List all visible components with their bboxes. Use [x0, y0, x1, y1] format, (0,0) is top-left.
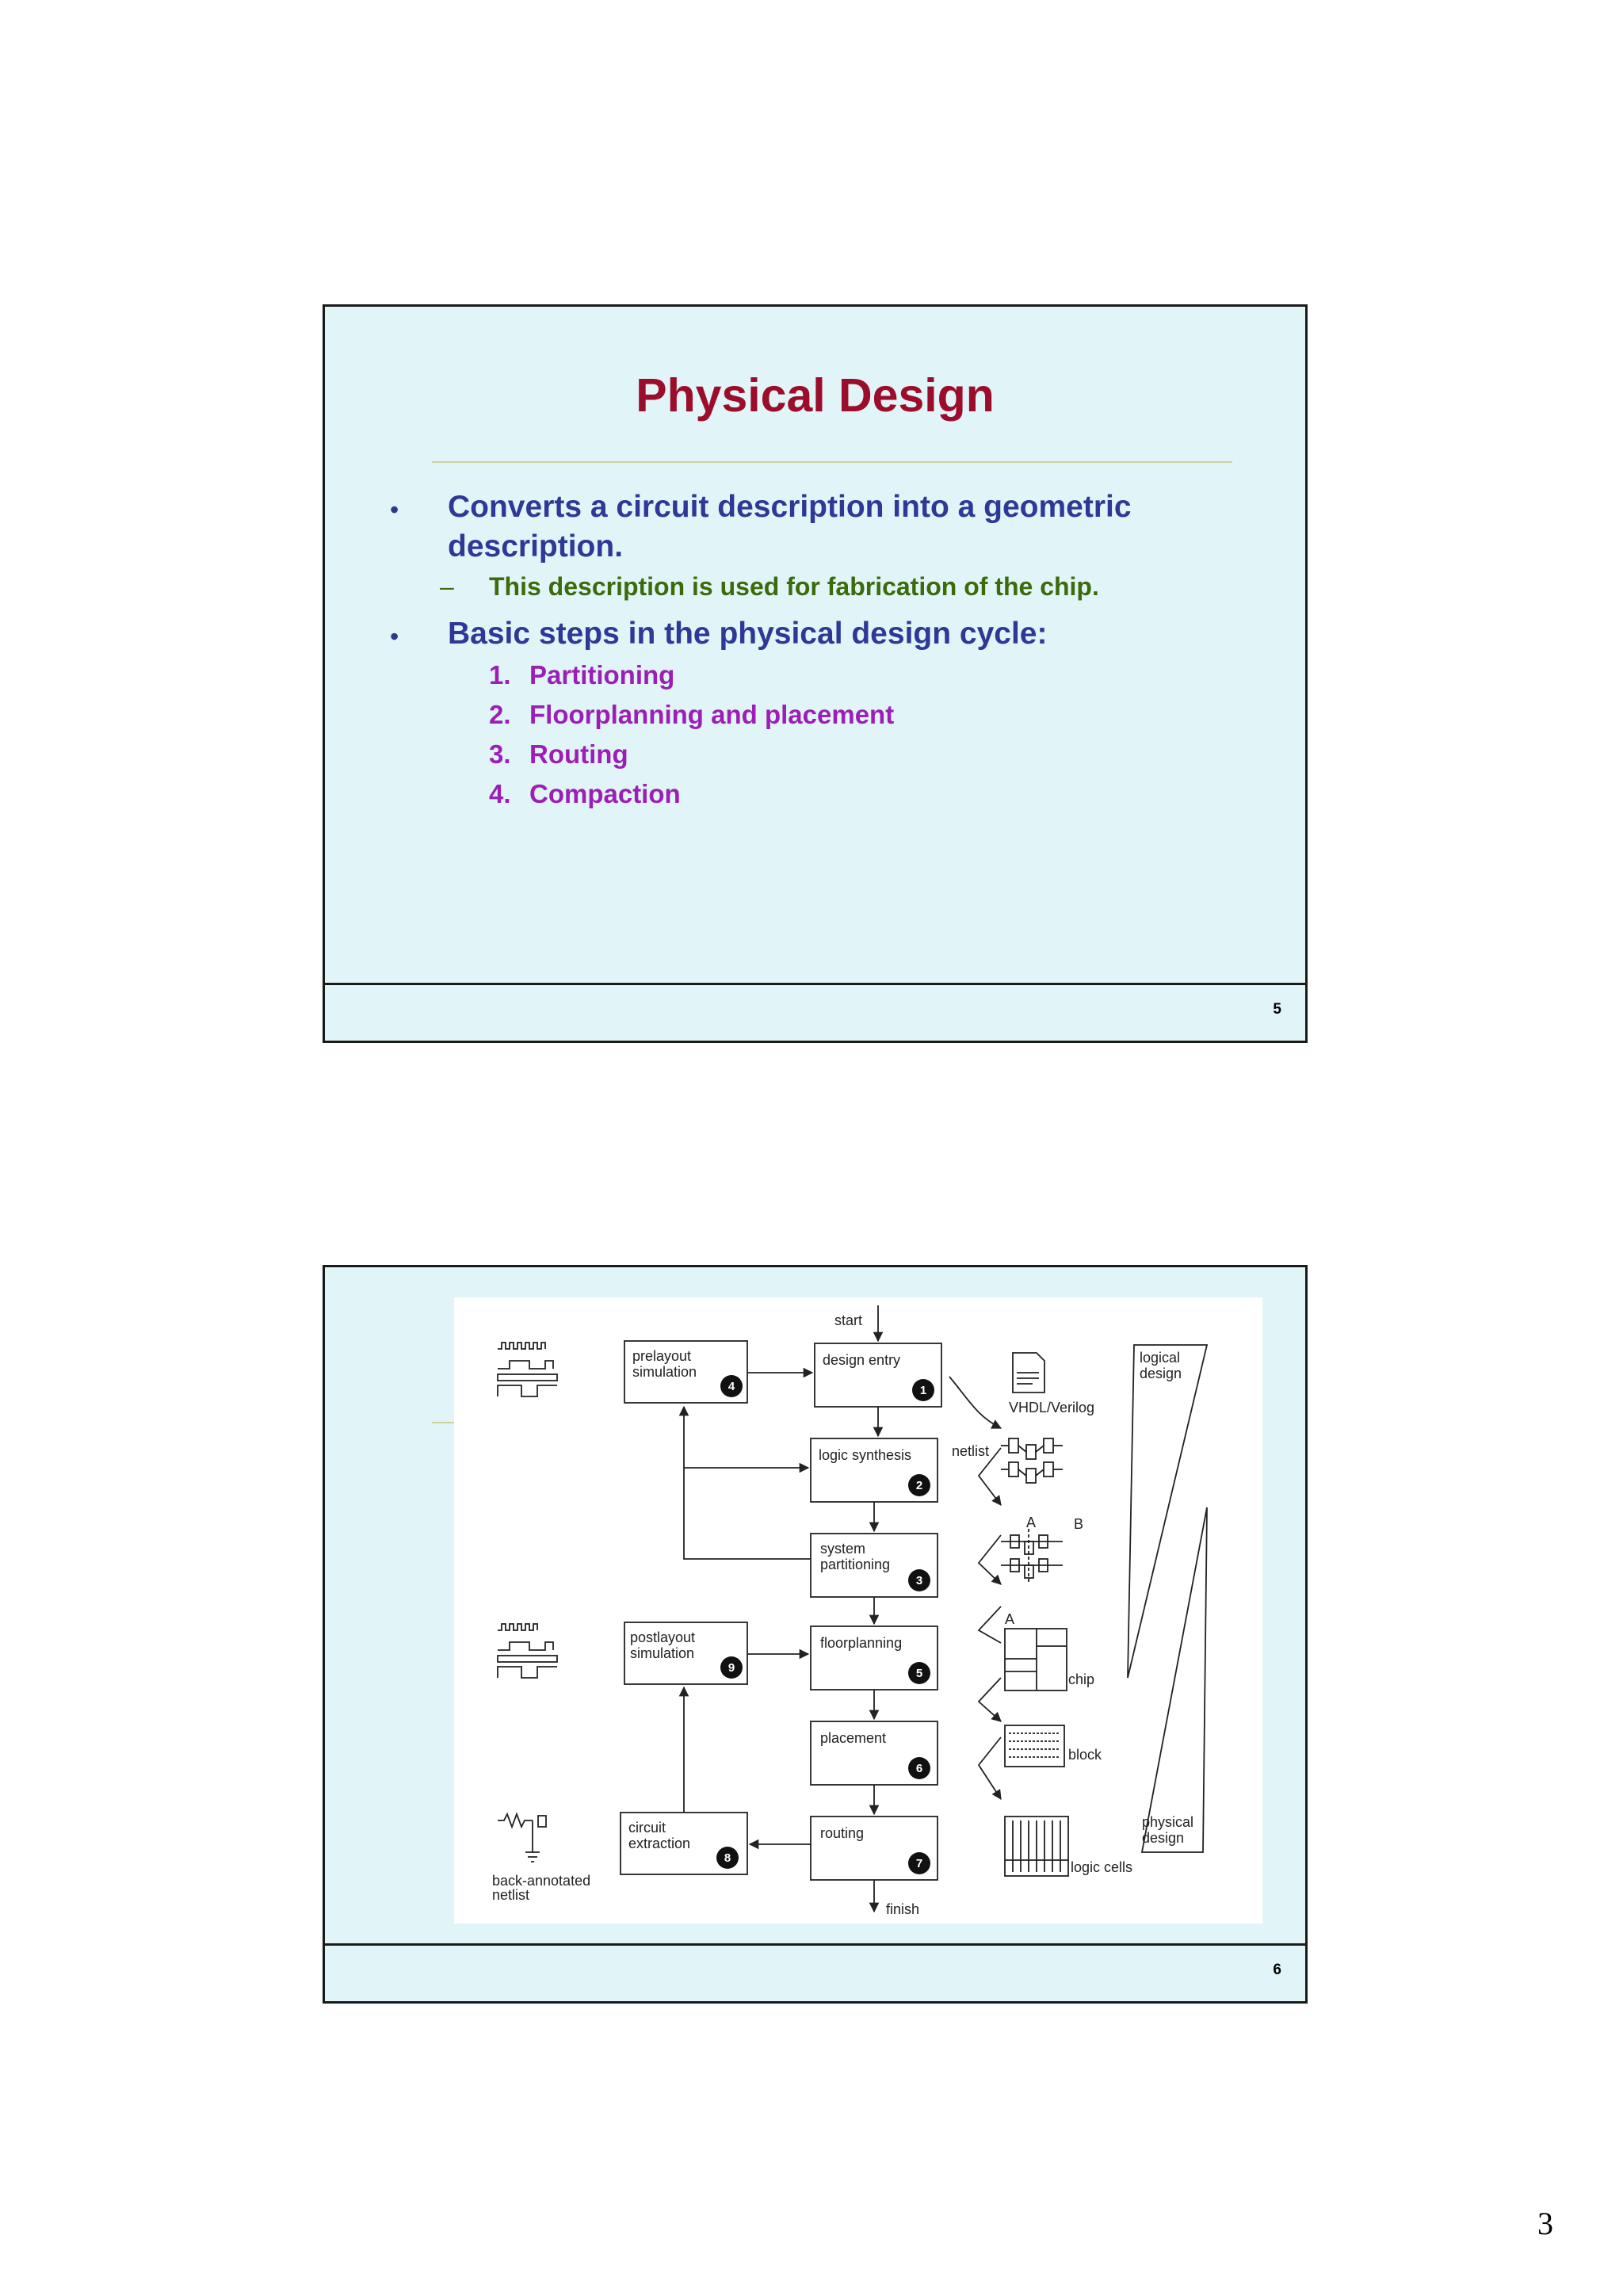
slide-number: 5: [1273, 1001, 1281, 1018]
title-divider-stub: [432, 1422, 456, 1423]
waveform-icon-postlayout: [498, 1624, 557, 1678]
bullet-1-line-1: Converts a circuit description into a geometric: [448, 490, 1132, 524]
step-4-label: Compaction: [529, 779, 681, 808]
circuit-extraction-line-2: extraction: [628, 1836, 691, 1851]
logical-design-wedge: [1128, 1345, 1207, 1678]
badge-7-number: 7: [915, 1857, 923, 1870]
badge-3-number: 3: [915, 1574, 923, 1587]
badge-1-number: 1: [919, 1384, 927, 1397]
system-partitioning-line-1: system: [820, 1541, 866, 1557]
page-number: 3: [1537, 2206, 1553, 2241]
postlayout-simulation-line-2: simulation: [630, 1645, 695, 1661]
step-1-number: 1.: [489, 660, 511, 690]
step-3-number: 3.: [489, 739, 511, 769]
design-entry-label: design entry: [823, 1352, 901, 1368]
slide-number: 6: [1273, 1962, 1281, 1978]
prelayout-simulation-line-1: prelayout: [632, 1348, 692, 1364]
badge-8-number: 8: [724, 1851, 731, 1865]
floorplanning-label: floorplanning: [820, 1635, 903, 1651]
chip-label: chip: [1068, 1671, 1095, 1687]
placement-label: placement: [820, 1730, 887, 1746]
badge-9-number: 9: [727, 1661, 735, 1675]
finish-label: finish: [886, 1901, 920, 1917]
system-partitioning-line-2: partitioning: [820, 1557, 891, 1572]
slide-title: Physical Design: [636, 369, 995, 422]
step-3-label: Routing: [529, 739, 628, 769]
badge-5-number: 5: [915, 1667, 923, 1680]
step-2-label: Floorplanning and placement: [529, 700, 895, 729]
badge-2-number: 2: [915, 1479, 923, 1492]
bullet-1-marker: •: [390, 495, 399, 524]
netlist-label: netlist: [952, 1443, 990, 1459]
logic-synthesis-label: logic synthesis: [819, 1447, 912, 1463]
step-4-number: 4.: [489, 779, 511, 808]
slide-footer: [325, 1943, 1305, 2001]
bullet-2-text: Basic steps in the physical design cycle:: [448, 617, 1048, 651]
partitioned-gates-icon: [1001, 1529, 1063, 1583]
title-divider: [432, 461, 1232, 463]
slide-physical-design: [323, 304, 1308, 1043]
step-1-label: Partitioning: [529, 660, 675, 690]
postlayout-simulation-line-1: postlayout: [630, 1629, 696, 1645]
circuit-extraction-line-1: circuit: [628, 1820, 666, 1836]
slide-footer: [325, 983, 1305, 1041]
back-annotated-line-2: netlist: [492, 1887, 530, 1903]
block-placement-icon: [1005, 1725, 1064, 1767]
step-2-number: 2.: [489, 700, 511, 729]
logical-design-line-1: logical: [1140, 1350, 1181, 1366]
rc-network-icon: [498, 1814, 546, 1862]
physical-design-wedge: [1142, 1507, 1207, 1852]
start-label: start: [834, 1312, 863, 1328]
partition-b-label: B: [1074, 1516, 1084, 1532]
vhdl-verilog-label: VHDL/Verilog: [1009, 1400, 1095, 1415]
waveform-icon-prelayout: [498, 1343, 557, 1396]
asic-design-flow-figure: [454, 1297, 1262, 1924]
chip-floorplan-icon: [1005, 1629, 1067, 1690]
badge-4-number: 4: [727, 1380, 735, 1393]
partition-a-label: A: [1026, 1515, 1037, 1530]
bullet-1-line-2: description.: [448, 529, 624, 563]
badge-6-number: 6: [915, 1762, 923, 1775]
physical-design-line-2: design: [1142, 1830, 1185, 1846]
slide-design-flow: [323, 1265, 1308, 2004]
prelayout-simulation-line-2: simulation: [632, 1364, 697, 1380]
netlist-gates-icon: [1001, 1438, 1063, 1483]
back-annotated-line-1: back-annotated: [492, 1873, 591, 1889]
logic-cells-icon: [1005, 1817, 1068, 1876]
physical-design-line-1: physical: [1142, 1814, 1194, 1830]
chip-a-label: A: [1005, 1611, 1015, 1627]
logic-cells-label: logic cells: [1071, 1859, 1133, 1875]
routing-label: routing: [820, 1825, 865, 1841]
block-label: block: [1068, 1747, 1102, 1763]
bullet-2-marker: •: [390, 622, 399, 651]
sub-bullet-text: This description is used for fabrication of the chip.: [489, 572, 1099, 601]
sub-bullet-marker: –: [440, 572, 454, 601]
logical-design-line-2: design: [1140, 1366, 1182, 1381]
